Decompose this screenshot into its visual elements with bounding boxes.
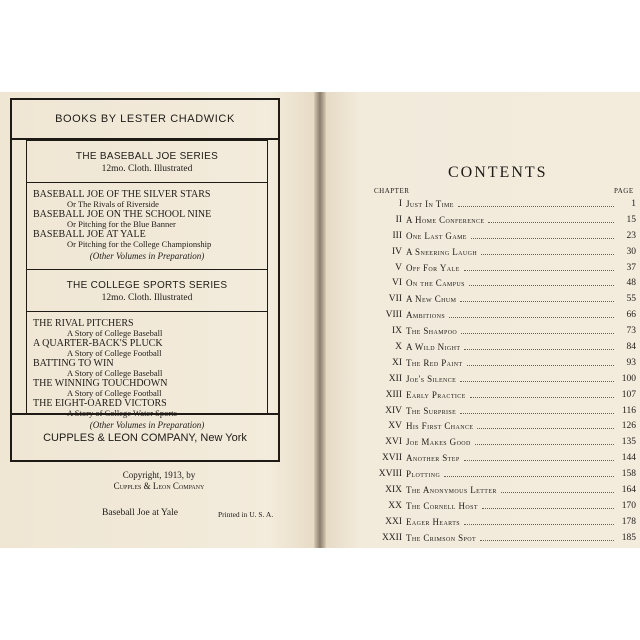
chapter-title: A Wild Night <box>406 342 461 353</box>
chapter-page: 30 <box>626 246 636 257</box>
book-title: BASEBALL JOE AT YALE <box>33 229 146 240</box>
book-title: THE EIGHT-OARED VICTORS <box>33 398 167 409</box>
leader-dots <box>501 492 614 493</box>
chapter-title: The Surprise <box>406 405 457 416</box>
contents-row <box>346 308 638 324</box>
contents-row <box>346 324 638 340</box>
leader-dots <box>461 333 614 334</box>
chapter-title: Joe Makes Good <box>406 437 471 448</box>
contents-row <box>346 356 638 372</box>
chapter-number: XIII <box>385 389 402 400</box>
chapter-title: His First Chance <box>406 421 474 432</box>
book-title: THE RIVAL PITCHERS <box>33 318 134 329</box>
ad-header: BOOKS BY LESTER CHADWICK <box>12 100 278 140</box>
chapter-page: 55 <box>626 294 636 305</box>
left-page-content <box>0 92 318 548</box>
chapter-title: The Anonymous Letter <box>406 485 497 496</box>
copyright-holder: Cupples & Leon Company <box>113 481 205 491</box>
book-list-college-sports <box>33 318 267 418</box>
leader-dots <box>469 285 614 286</box>
copyright-line: Copyright, 1913, by <box>122 470 196 480</box>
leader-dots <box>464 460 614 461</box>
book-subtitle: Or Pitching for the College Championship <box>67 239 212 249</box>
series-listing <box>26 140 268 430</box>
book-title: BATTING TO WIN <box>33 358 114 369</box>
chapter-title: A New Chum <box>406 294 457 305</box>
chapter-number: II <box>395 214 402 225</box>
leader-dots <box>488 222 614 223</box>
chapter-number: V <box>395 262 402 273</box>
series-title-baseball-joe: THE BASEBALL JOE SERIES <box>75 151 219 162</box>
chapter-page: 116 <box>622 405 636 416</box>
chapter-number: XXII <box>381 532 402 543</box>
chapter-title: The Crimson Spot <box>406 532 477 543</box>
chapter-page: 93 <box>626 357 636 368</box>
leader-dots <box>449 317 614 318</box>
chapter-number: VI <box>391 278 402 289</box>
contents-row <box>346 435 638 451</box>
book-list-baseball-joe <box>33 189 267 249</box>
contents-row <box>346 197 638 213</box>
contents-row <box>346 467 638 483</box>
chapter-title: A Home Conference <box>406 214 485 225</box>
contents-row <box>346 451 638 467</box>
chapter-page: 158 <box>621 469 636 480</box>
divider <box>26 269 268 270</box>
series-format: 12mo. Cloth. Illustrated <box>101 164 193 174</box>
chapter-number: I <box>398 199 402 209</box>
volumes-note: (Other Volumes in Preparation) <box>89 420 205 430</box>
leader-dots <box>460 381 614 382</box>
chapter-number: VIII <box>385 310 402 321</box>
leader-dots <box>471 238 614 239</box>
chapter-title: The Cornell Host <box>406 500 478 511</box>
chapter-title: Off For Yale <box>406 262 460 273</box>
contents-row <box>346 213 638 229</box>
leader-dots <box>470 397 614 398</box>
chapter-title: The Shampoo <box>406 326 458 337</box>
chapter-column-header: CHAPTER <box>374 187 410 195</box>
leader-dots <box>467 365 614 366</box>
contents-row <box>346 276 638 292</box>
chapter-page: 178 <box>621 516 636 527</box>
chapter-page: 107 <box>621 389 636 400</box>
advertisement-box <box>10 98 280 462</box>
copyright-notice <box>0 470 318 492</box>
contents-row <box>346 340 638 356</box>
book-subtitle: A Story of College Football <box>67 388 162 398</box>
chapter-page: 66 <box>626 310 636 321</box>
colophon-book-title: Baseball Joe at Yale <box>102 508 178 518</box>
chapter-title: The Red Paint <box>406 357 463 368</box>
divider <box>26 182 268 183</box>
chapter-title: Another Step <box>406 453 460 464</box>
contents-row <box>346 531 638 547</box>
leader-dots <box>460 301 614 302</box>
book-subtitle: Or Pitching for the Blue Banner <box>67 219 176 229</box>
chapter-page: 170 <box>621 500 636 511</box>
chapter-title: Ambitions <box>406 310 446 321</box>
volumes-note: (Other Volumes in Preparation) <box>89 251 205 261</box>
contents-heading: CONTENTS <box>448 164 548 181</box>
leader-dots <box>460 413 614 414</box>
chapter-page: 126 <box>621 421 636 432</box>
leader-dots <box>481 254 614 255</box>
leader-dots <box>464 270 614 271</box>
book-title: BASEBALL JOE OF THE SILVER STARS <box>33 189 211 200</box>
chapter-page: 1 <box>631 199 636 209</box>
chapter-number: XX <box>388 500 402 511</box>
book-subtitle: A Story of College Baseball <box>67 328 163 338</box>
contents-row <box>346 404 638 420</box>
chapter-number: IX <box>391 326 402 337</box>
chapter-number: XII <box>388 373 402 384</box>
chapter-page: 15 <box>626 214 636 225</box>
book-title: THE WINNING TOUCHDOWN <box>33 378 168 389</box>
chapter-page: 135 <box>621 437 636 448</box>
chapter-number: XI <box>391 357 402 368</box>
chapter-number: XVII <box>381 453 402 464</box>
chapter-number: XIX <box>385 485 402 496</box>
printed-in-note: Printed in U. S. A. <box>218 510 274 519</box>
chapter-page: 48 <box>626 278 636 289</box>
chapter-title: Plotting <box>406 469 441 480</box>
leader-dots <box>444 476 614 477</box>
publisher-line: CUPPLES & LEON COMPANY, New York <box>12 413 278 462</box>
divider <box>26 311 268 312</box>
contents-row <box>346 388 638 404</box>
leader-dots <box>480 540 614 541</box>
chapter-number: X <box>395 342 402 353</box>
leader-dots <box>458 206 614 207</box>
contents-row <box>346 229 638 245</box>
contents-row <box>346 515 638 531</box>
chapter-page: 23 <box>626 230 636 241</box>
contents-row <box>346 483 638 499</box>
contents-row <box>346 419 638 435</box>
chapter-number: XIV <box>385 405 402 416</box>
chapter-title: Early Practice <box>406 389 466 400</box>
table-of-contents <box>346 197 638 547</box>
contents-row <box>346 245 638 261</box>
chapter-number: XVI <box>385 437 402 448</box>
chapter-title: Just In Time <box>406 199 454 209</box>
chapter-title: One Last Game <box>406 230 467 241</box>
leader-dots <box>464 524 614 525</box>
book-title: BASEBALL JOE ON THE SCHOOL NINE <box>33 209 212 220</box>
chapter-page: 37 <box>626 262 636 273</box>
chapter-page: 164 <box>621 485 636 496</box>
contents-row <box>346 292 638 308</box>
contents-row <box>346 499 638 515</box>
chapter-number: XVIII <box>378 469 402 480</box>
chapter-page: 185 <box>621 532 636 543</box>
leader-dots <box>475 444 614 445</box>
chapter-title: Joe's Silence <box>406 373 457 384</box>
chapter-title: On the Campus <box>406 278 465 289</box>
leader-dots <box>482 508 614 509</box>
chapter-title: A Sneering Laugh <box>406 246 478 257</box>
book-subtitle: A Story of College Baseball <box>67 368 163 378</box>
book-subtitle: A Story of College Football <box>67 348 162 358</box>
book-subtitle: Or The Rivals of Riverside <box>67 199 159 209</box>
chapter-page: 84 <box>626 342 636 353</box>
series-format: 12mo. Cloth. Illustrated <box>101 293 193 303</box>
leader-dots <box>464 349 614 350</box>
leader-dots <box>477 428 614 429</box>
contents-row <box>346 261 638 277</box>
book-title: A QUARTER-BACK'S PLUCK <box>33 338 163 349</box>
chapter-number: III <box>392 230 402 241</box>
book-subtitle: A Story of College Water Sports <box>67 408 177 418</box>
chapter-title: Eager Hearts <box>406 516 461 527</box>
chapter-number: XV <box>388 421 402 432</box>
chapter-number: VII <box>388 294 402 305</box>
chapter-number: XXI <box>385 516 402 527</box>
contents-row <box>346 372 638 388</box>
chapter-number: IV <box>391 246 402 257</box>
page-column-header: PAGE <box>614 187 634 195</box>
chapter-page: 73 <box>626 326 636 337</box>
chapter-page: 100 <box>621 373 636 384</box>
series-title-college-sports: THE COLLEGE SPORTS SERIES <box>66 280 228 291</box>
chapter-page: 144 <box>621 453 636 464</box>
